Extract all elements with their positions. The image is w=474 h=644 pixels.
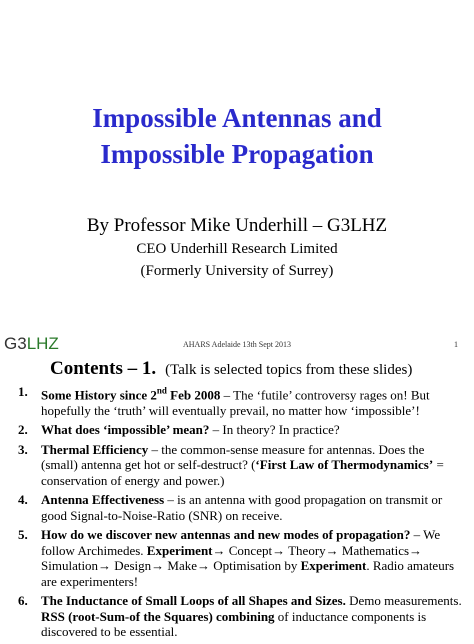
g3lhz-logo: G3LHZ: [4, 334, 59, 353]
list-item: 4. Antenna Effectiveness – is an antenna with good propagation on transmit or good Signal-to-Noise-Ratio (SNR) on receive.: [18, 492, 443, 523]
title-line-2: Impossible Propagation: [100, 139, 374, 169]
contents-list: [18, 384, 463, 644]
slide-footer: AHARS Adelaide 13th Sept 2013: [183, 340, 291, 349]
affiliation-line-1: CEO Underhill Research Limited: [136, 241, 338, 257]
affiliation-line-2: (Formerly University of Surrey): [140, 263, 334, 279]
contents-heading: [50, 358, 412, 380]
list-item: 2. What does ‘impossible’ mean? – In theory? In practice?: [18, 422, 340, 438]
title-line-1: Impossible Antennas and: [92, 103, 382, 133]
list-item: 6. The Inductance of Small Loops of all Shapes and Sizes. Demo measurements. RSS (root-Sum-of the Squares) combining of inductance components is discovered to be essential.: [18, 593, 462, 640]
contents-note: (Talk is selected topics from these slides): [165, 362, 413, 378]
list-item: 5. How do we discover new antennas and new modes of propagation? – We follow Archimedes. Experiment→ Concept→ Theory→ Mathematics→ Simulation→ Design→ Make→ Optimisation by Experiment. Radio amateurs are experimenters!: [18, 527, 455, 589]
list-item: 3. Thermal Efficiency – the common-sense measure for antennas. Does the (small) antenna get hot or self-destruct? (‘First Law of Thermodynamics’ = conservation of energy and power.): [18, 441, 444, 488]
contents-title: Contents – 1.: [50, 358, 157, 379]
page-number: 1: [454, 340, 458, 349]
author-byline: By Professor Mike Underhill – G3LHZ: [86, 215, 388, 236]
list-item: 1. Some History since 2nd Feb 2008 – The ‘futile’ controversy rages on! But hopefully the ‘truth’ will eventually prevail, no matter how ‘impossible’!: [18, 384, 430, 418]
slide-title: [0, 100, 474, 172]
